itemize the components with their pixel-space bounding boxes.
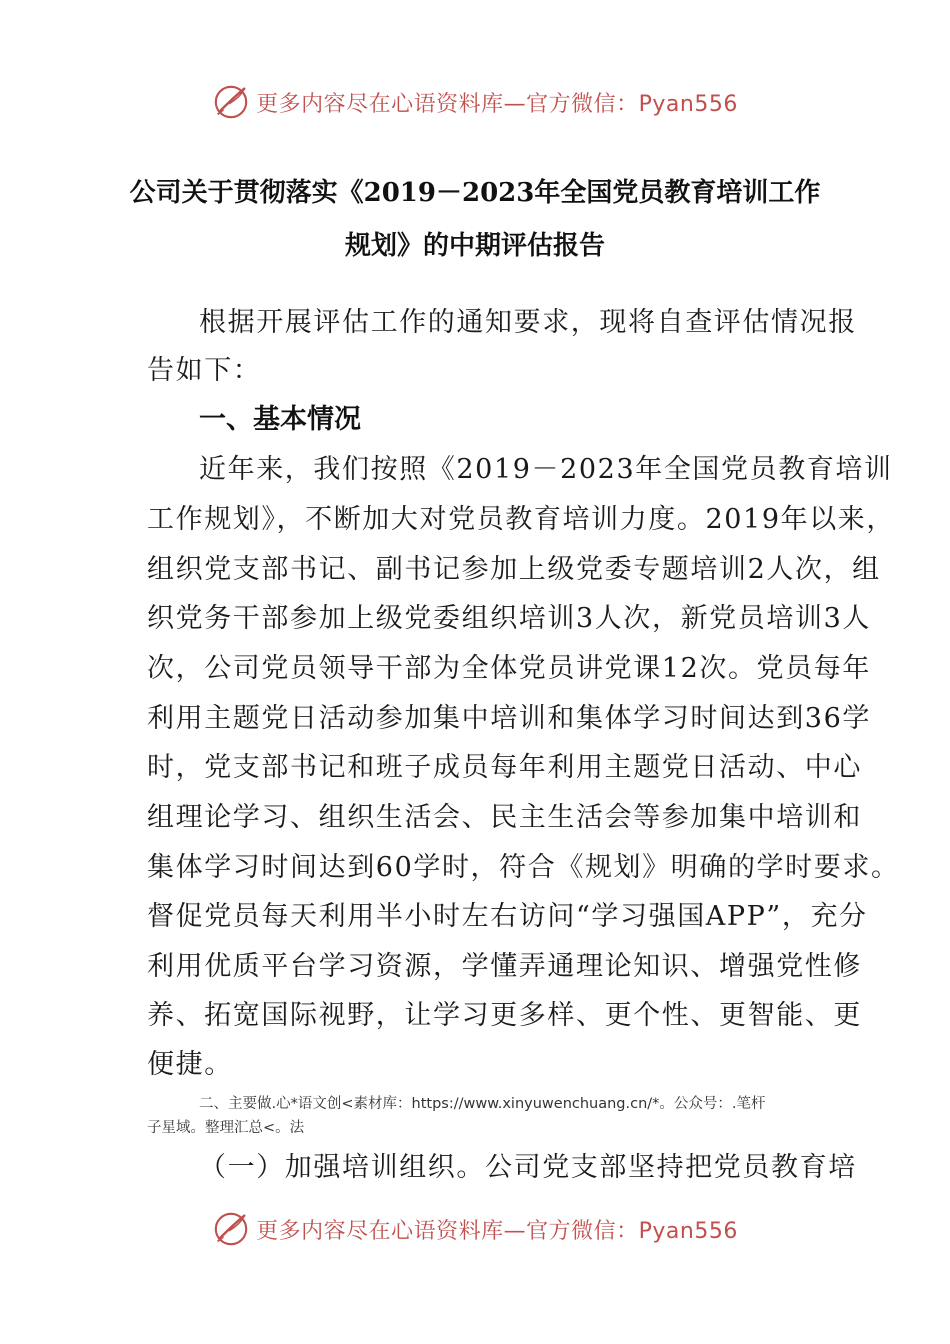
intro-line: 根据开展评估工作的通知要求，现将自查评估情况报 <box>199 307 857 338</box>
quill-logo-icon <box>212 83 250 121</box>
paragraph-line: 组织党支部书记、副书记参加上级党委专题培训2人次，组 <box>147 554 881 585</box>
paragraph-line: 织党务干部参加上级党委组织培训3人次，新党员培训3人 <box>147 603 871 634</box>
subsection-line: （一）加强培训组织。公司党支部坚持把党员教育培 <box>199 1152 857 1183</box>
paragraph-line: 近年来，我们按照《2019－2023年全国党员教育培训 <box>199 454 893 485</box>
paragraph-line: 便捷。 <box>147 1049 233 1080</box>
intro-line: 告如下： <box>147 355 262 386</box>
paragraph-line: 督促党员每天利用半小时左右访问“学习强国APP”，充分 <box>147 901 868 932</box>
document-title-line-2: 规划》的中期评估报告 <box>344 231 605 261</box>
section-heading: 一、基本情况 <box>199 404 361 435</box>
paragraph-line: 集体学习时间达到60学时，符合《规划》明确的学时要求。 <box>147 852 900 883</box>
watermark-text: 更多内容尽在心语资料库—官方微信：Pyan556 <box>256 91 738 117</box>
paragraph-line: 养、拓宽国际视野，让学习更多样、更个性、更智能、更 <box>147 1000 862 1031</box>
paragraph-line: 组理论学习、组织生活会、民主生活会等参加集中培训和 <box>147 802 862 833</box>
quill-logo-icon <box>212 1210 250 1248</box>
embedded-note-line: 二、主要做.心*语文创<素材库：https://www.xinyuwenchuang.cn/*。公众号：.笔杆 <box>199 1096 766 1112</box>
embedded-note-line: 子星域。整理汇总<。法 <box>147 1120 305 1136</box>
watermark-top <box>0 80 950 124</box>
watermark-text: 更多内容尽在心语资料库—官方微信：Pyan556 <box>256 1218 738 1244</box>
document-title-line-1: 公司关于贯彻落实《2019－2023年全国党员教育培训工作 <box>129 178 821 208</box>
paragraph-line: 利用主题党日活动参加集中培训和集体学习时间达到36学 <box>147 703 871 734</box>
paragraph-line: 次，公司党员领导干部为全体党员讲党课12次。党员每年 <box>147 653 871 684</box>
paragraph-line: 时，党支部书记和班子成员每年利用主题党日活动、中心 <box>147 752 862 783</box>
watermark-bottom <box>0 1207 950 1251</box>
paragraph-line: 工作规划》，不断加大对党员教育培训力度。2019年以来， <box>147 504 896 535</box>
paragraph-line: 利用优质平台学习资源，学懂弄通理论知识、增强党性修 <box>147 951 862 982</box>
